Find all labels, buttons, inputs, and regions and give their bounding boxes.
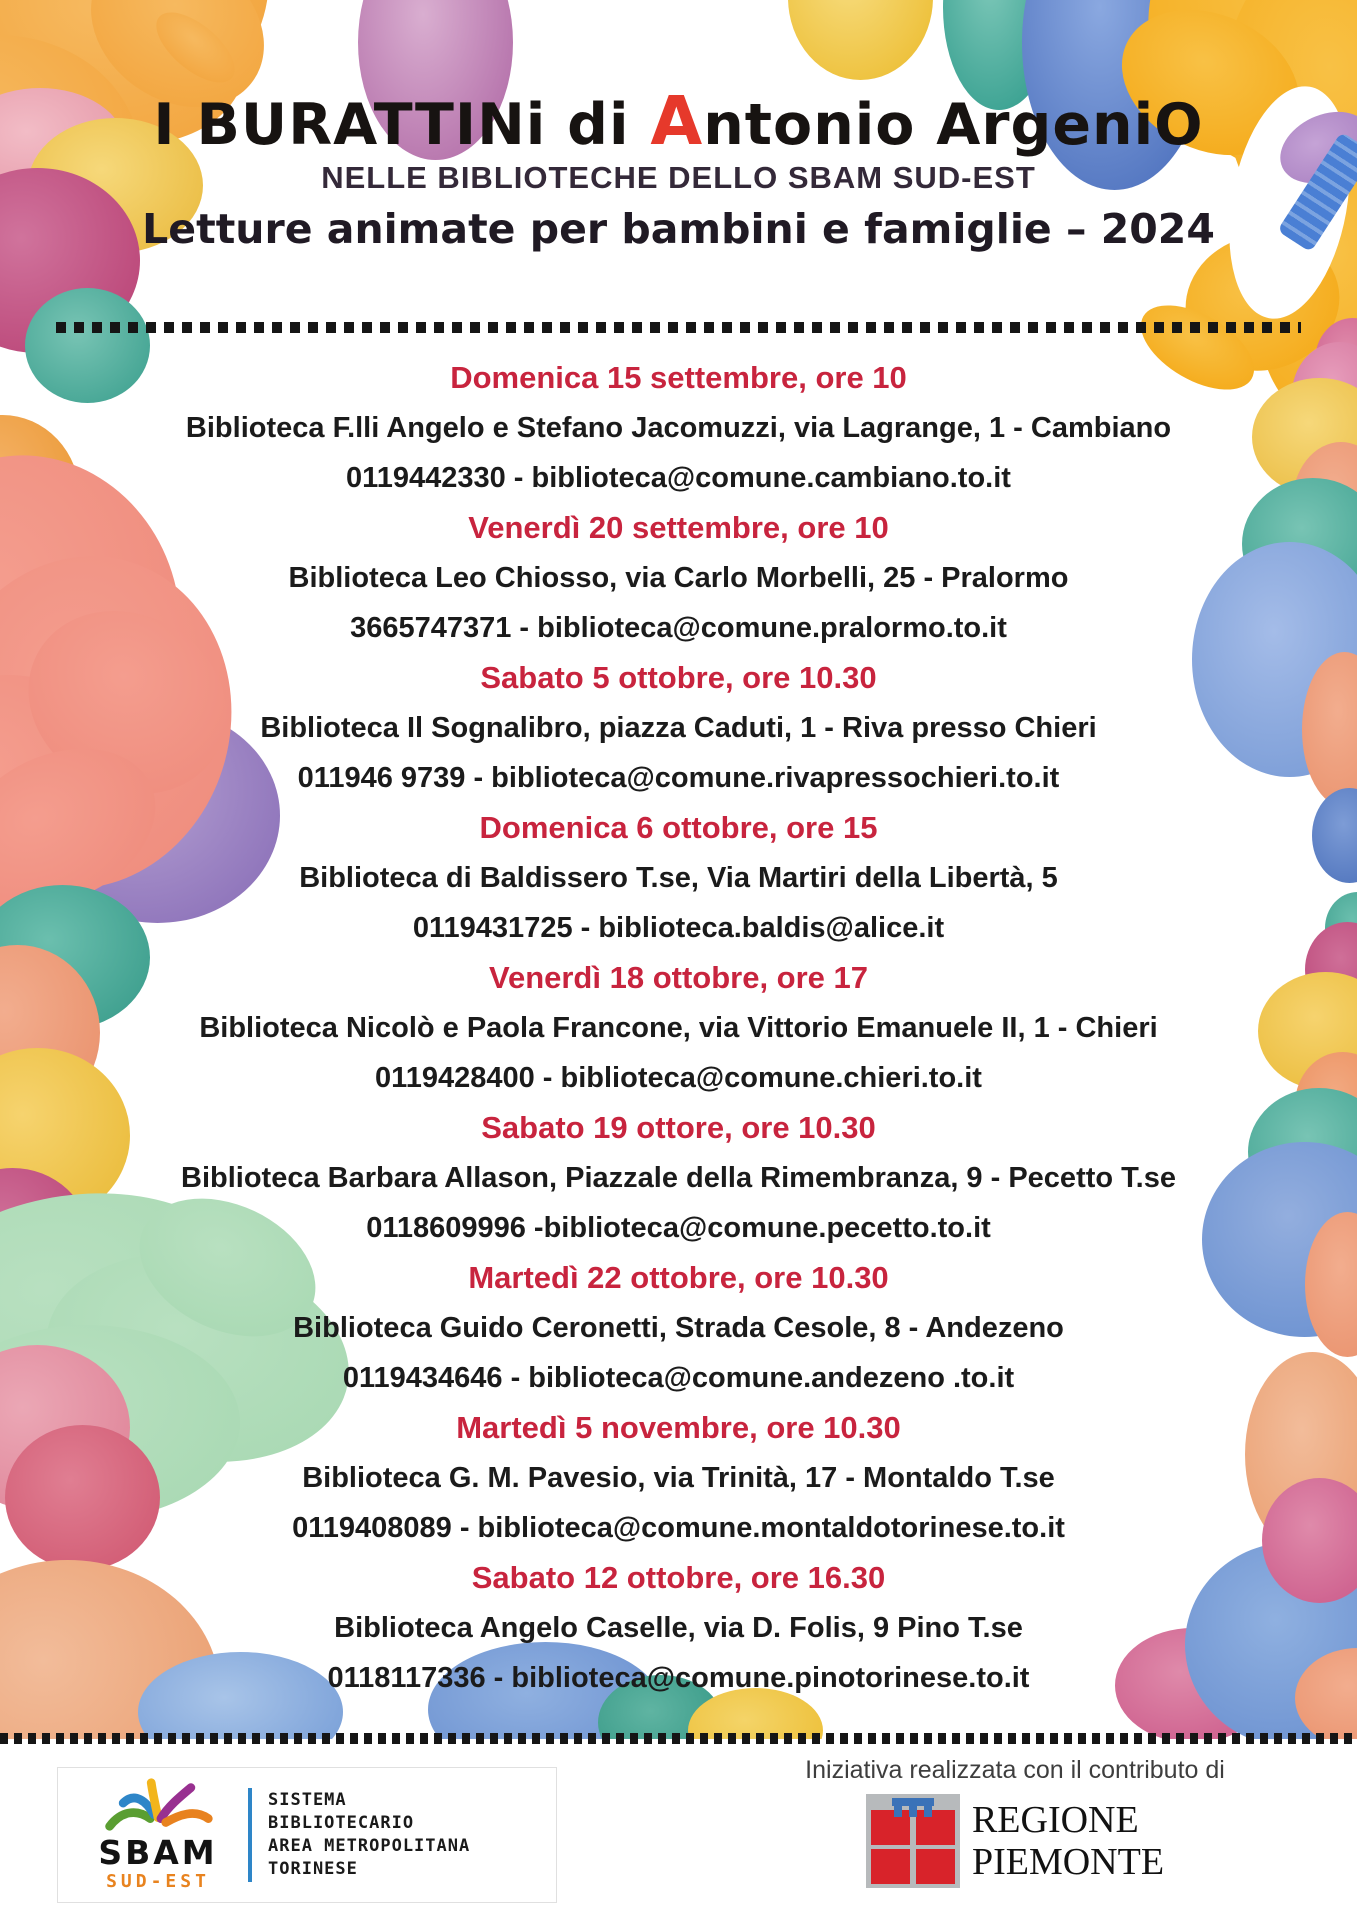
event-item [28,1253,1329,1403]
event-contact: 3665747371 - biblioteca@comune.pralormo.to.it [350,612,1007,644]
event-date: Venerdì 20 settembre, ore 10 [468,510,889,545]
event-contact: 0118117336 - biblioteca@comune.pinotorinese.to.it [327,1662,1030,1694]
sbam-name-line: BIBLIOTECARIO [268,1813,415,1833]
title-accent-letter: A [650,82,704,160]
event-venue: Biblioteca Leo Chiosso, via Carlo Morbelli, 25 - Pralormo [288,562,1069,594]
event-item [28,653,1329,803]
piemonte-shield-icon [866,1794,960,1888]
event-venue: Biblioteca G. M. Pavesio, via Trinità, 17 - Montaldo T.se [302,1462,1055,1494]
event-date: Sabato 19 ottore, ore 10.30 [481,1110,876,1145]
poster-subtitle: NELLE BIBLIOTECHE DELLO SBAM SUD-EST [321,160,1036,195]
sbam-logo-box [57,1767,557,1903]
event-contact: 0119428400 - biblioteca@comune.chieri.to.it [375,1062,982,1094]
event-item [28,1103,1329,1253]
event-date: Martedì 5 novembre, ore 10.30 [456,1410,901,1445]
sbam-name-line: SISTEMA [268,1790,347,1810]
event-venue: Biblioteca F.lli Angelo e Stefano Jacomuzzi, via Lagrange, 1 - Cambiano [185,412,1172,444]
event-item [28,1553,1329,1703]
sbam-divider-line [248,1788,252,1882]
event-venue: Biblioteca Angelo Caselle, via D. Folis, 9 Pino T.se [334,1612,1023,1644]
title-part1: I BURATTINi di [153,92,651,158]
event-date: Martedì 22 ottobre, ore 10.30 [468,1260,889,1295]
event-venue: Biblioteca Guido Ceronetti, Strada Cesole, 8 - Andezeno [293,1312,1064,1344]
event-date: Venerdì 18 ottobre, ore 17 [488,960,869,995]
event-date: Sabato 5 ottobre, ore 10.30 [480,660,877,695]
event-contact: 0119442330 - biblioteca@comune.cambiano.to.it [346,462,1011,494]
sbam-name-line: AREA METROPOLITANA [268,1836,471,1856]
event-contact: 0119408089 - biblioteca@comune.montaldotorinese.to.it [292,1512,1065,1544]
event-contact: 0118609996 -biblioteca@comune.pecetto.to.it [366,1212,991,1244]
sbam-logo-mark [74,1776,242,1894]
region-name-line: PIEMONTE [971,1841,1165,1883]
title-part2: ntonio ArgeniO [703,92,1204,158]
event-date: Sabato 12 ottobre, ore 16.30 [471,1560,886,1595]
sbam-zone-label: SUD-EST [106,1871,210,1892]
event-contact: 0119434646 - biblioteca@comune.andezeno .to.it [342,1362,1015,1394]
regione-piemonte-wordmark [972,1794,1164,1888]
event-contact: 0119431725 - biblioteca.baldis@alice.it [412,912,945,944]
event-date: Domenica 6 ottobre, ore 15 [479,810,878,845]
regione-piemonte-logo [690,1794,1340,1888]
footer [0,1744,1357,1920]
event-contact: 011946 9739 - biblioteca@comune.rivapressochieri.to.it [297,762,1060,794]
watercolor-blob [788,0,933,80]
dotted-divider-bottom [0,1733,1357,1744]
event-item [28,803,1329,953]
poster-tagline: Letture animate per bambini e famiglie – 2024 [142,205,1215,253]
region-name-line: REGIONE [971,1799,1139,1841]
event-item [28,953,1329,1103]
sbam-acronym: SBAM [98,1833,218,1872]
event-venue: Biblioteca di Baldissero T.se, Via Martiri della Libertà, 5 [299,862,1058,894]
event-item [28,1403,1329,1553]
event-item [28,503,1329,653]
event-list [28,353,1329,1703]
event-venue: Biblioteca Il Sognalibro, piazza Caduti, 1 - Riva presso Chieri [260,712,1097,744]
sbam-full-name [268,1789,470,1881]
contribution-note: Iniziativa realizzata con il contributo di [805,1756,1225,1784]
event-venue: Biblioteca Nicolò e Paola Francone, via Vittorio Emanuele II, 1 - Chieri [199,1012,1158,1044]
event-item [28,353,1329,503]
sbam-fan-icon [99,1776,217,1836]
poster-title [0,82,1357,160]
event-venue: Biblioteca Barbara Allason, Piazzale della Rimembranza, 9 - Pecetto T.se [181,1162,1176,1194]
sbam-name-line: TORINESE [268,1859,358,1879]
dotted-divider-top [56,322,1301,333]
event-date: Domenica 15 settembre, ore 10 [450,360,907,395]
